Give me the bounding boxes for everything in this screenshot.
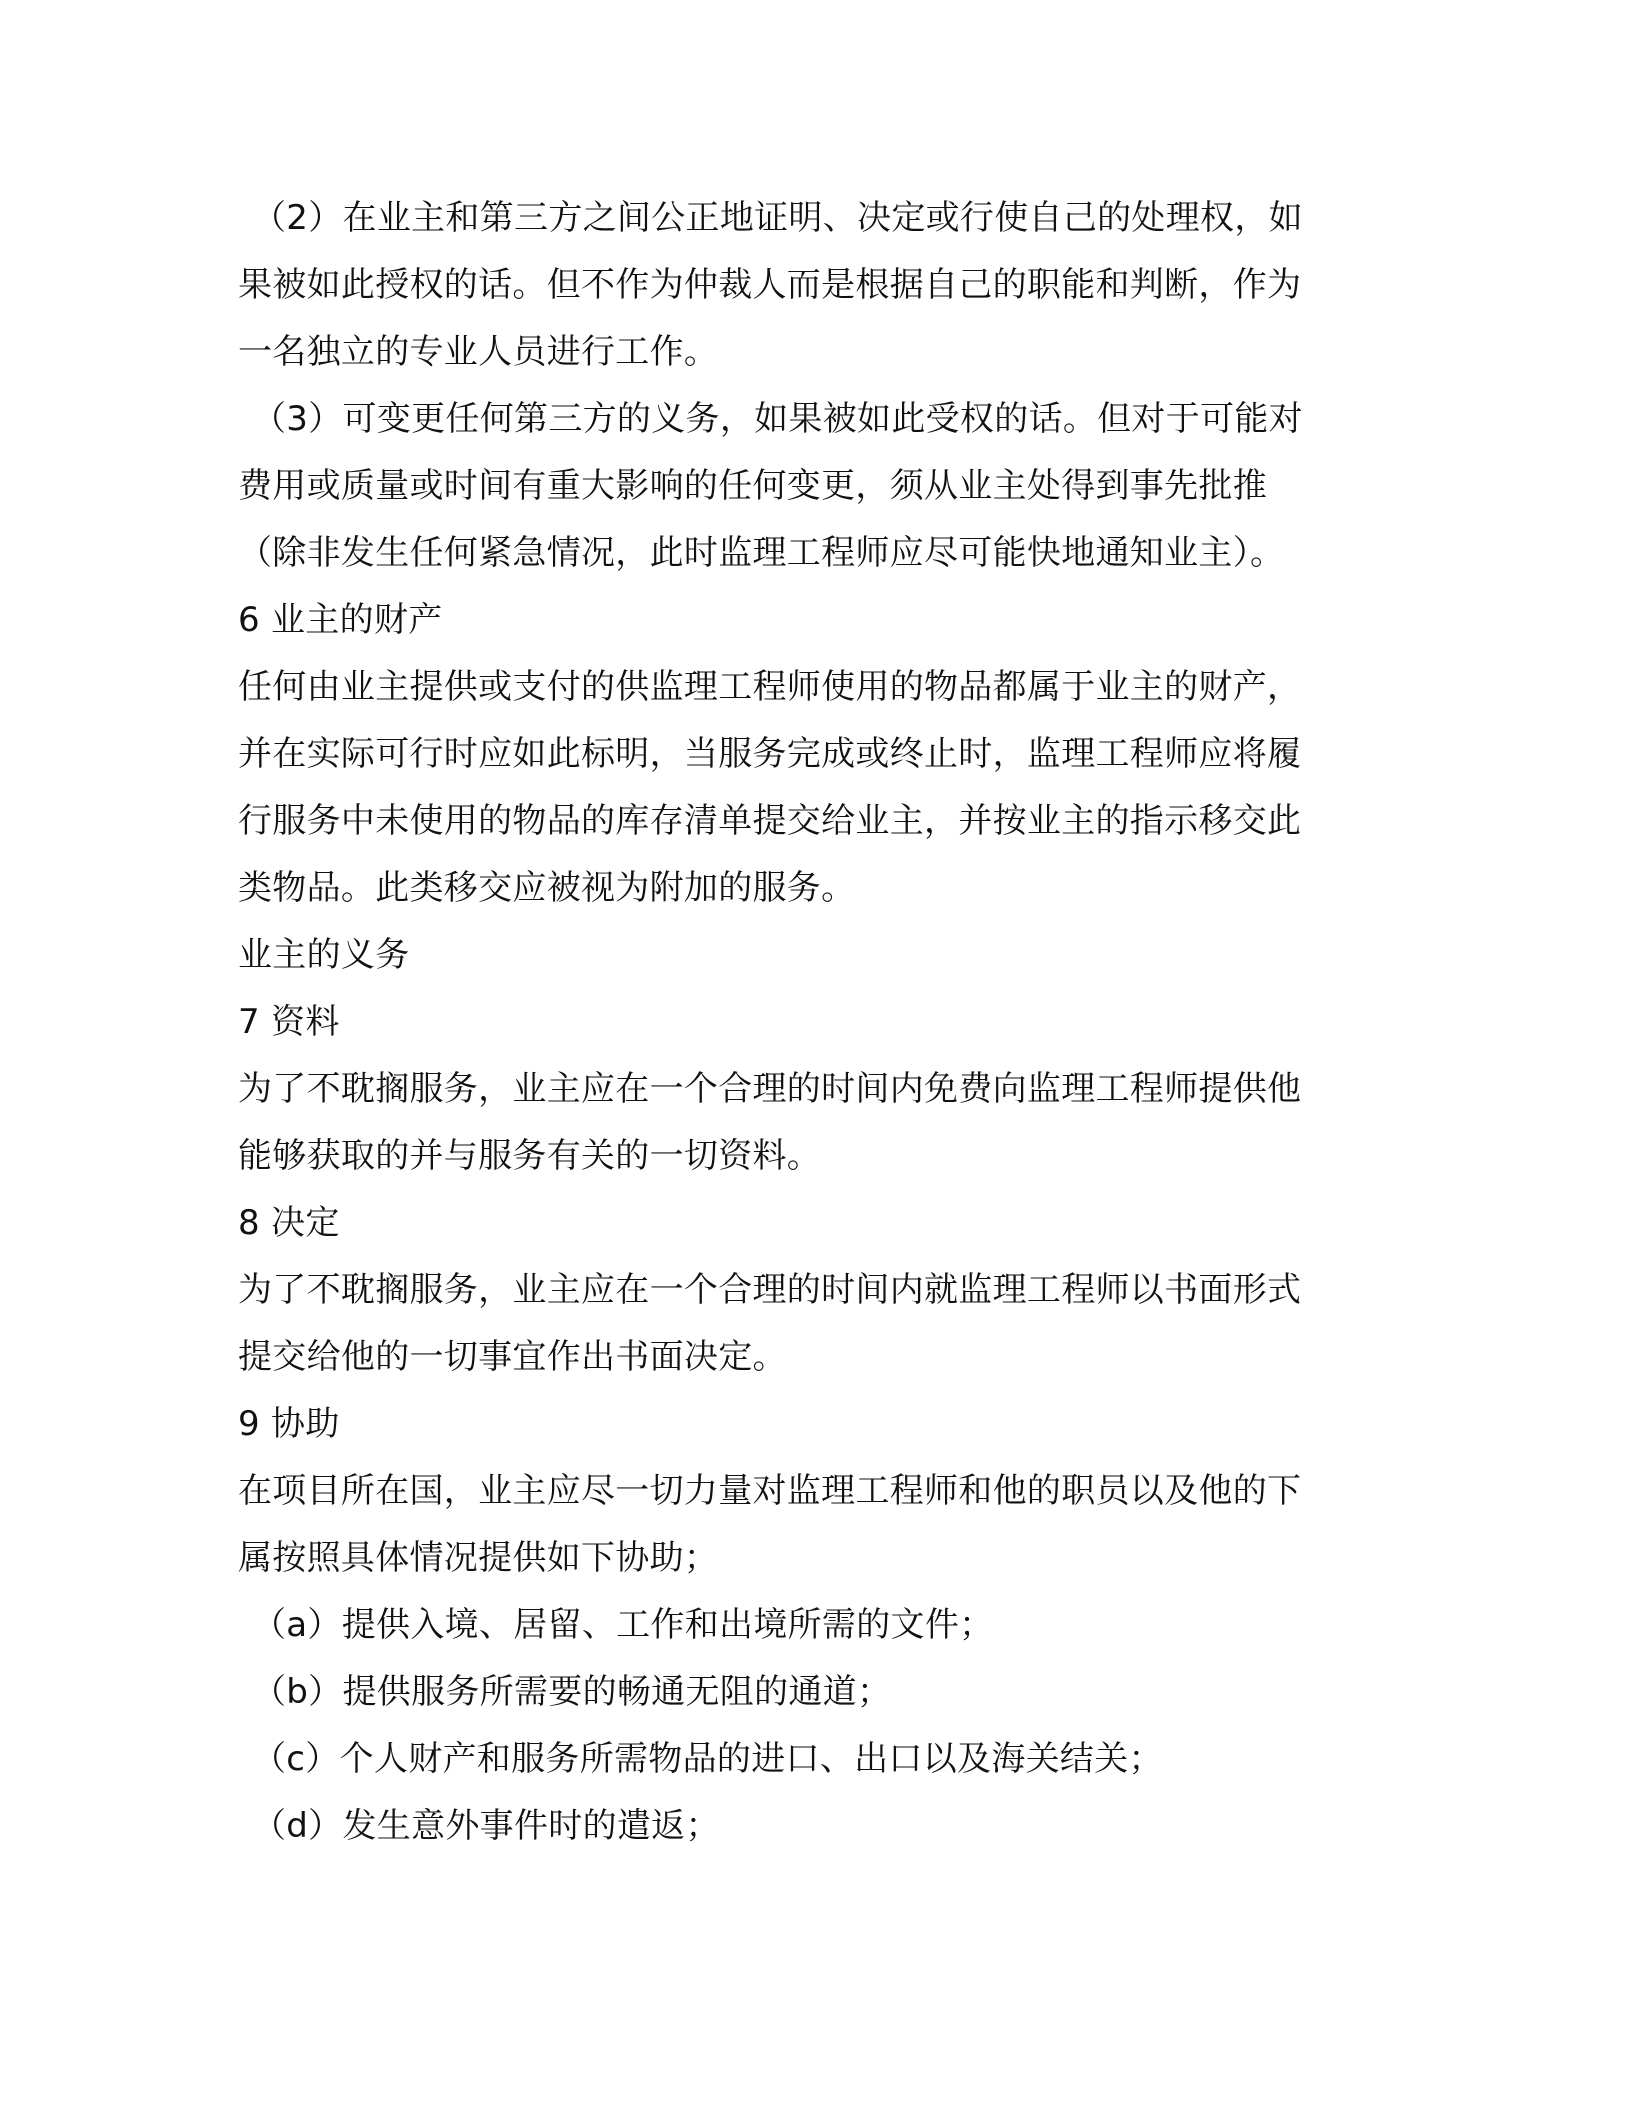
section-6-heading: 6 业主的财产 (238, 600, 443, 640)
section-8-line-2: 提交给他的一切事宜作出书面决定。 (238, 1337, 787, 1377)
clause-2-line-3: 一名独立的专业人员进行工作。 (238, 332, 719, 372)
clause-3-line-1: （3）可变更任何第三方的义务，如果被如此受权的话。但对于可能对 (252, 399, 1303, 439)
clause-3-line-2: 费用或质量或时间有重大影响的任何变更，须从业主处得到事先批推 (238, 466, 1267, 506)
assistance-item-b: （b）提供服务所需要的畅通无阻的通道； (252, 1672, 892, 1712)
section-9-line-1: 在项目所在国，业主应尽一切力量对监理工程师和他的职员以及他的下 (238, 1471, 1302, 1511)
section-6-line-1: 任何由业主提供或支付的供监理工程师使用的物品都属于业主的财产， (238, 667, 1302, 707)
clause-2-line-2: 果被如此授权的话。但不作为仲裁人而是根据自己的职能和判断，作为 (238, 265, 1302, 305)
section-6-line-3: 行服务中未使用的物品的库存清单提交给业主，并按业主的指示移交此 (238, 801, 1302, 841)
section-8-line-1: 为了不耽搁服务，业主应在一个合理的时间内就监理工程师以书面形式 (238, 1270, 1302, 1310)
section-7-line-1: 为了不耽搁服务，业主应在一个合理的时间内免费向监理工程师提供他 (238, 1069, 1302, 1109)
section-8-heading: 8 决定 (238, 1203, 340, 1243)
clause-2-line-1: （2）在业主和第三方之间公正地证明、决定或行使自己的处理权，如 (252, 198, 1303, 238)
assistance-item-d: （d）发生意外事件时的遣返； (252, 1806, 720, 1846)
section-6-line-4: 类物品。此类移交应被视为附加的服务。 (238, 868, 856, 908)
section-9-line-2: 属按照具体情况提供如下协助； (238, 1538, 719, 1578)
document-body (238, 185, 1398, 1860)
section-7-line-2: 能够获取的并与服务有关的一切资料。 (238, 1136, 822, 1176)
section-9-heading: 9 协助 (238, 1404, 340, 1444)
clause-3-line-3: （除非发生任何紧急情况，此时监理工程师应尽可能快地通知业主）。 (238, 533, 1285, 573)
section-7-heading: 7 资料 (238, 1002, 340, 1042)
owner-obligations-heading: 业主的义务 (238, 935, 410, 975)
section-6-line-2: 并在实际可行时应如此标明，当服务完成或终止时，监理工程师应将履 (238, 734, 1302, 774)
assistance-item-a: （a）提供入境、居留、工作和出境所需的文件； (252, 1605, 994, 1645)
assistance-item-c: （c）个人财产和服务所需物品的进口、出口以及海关结关； (252, 1739, 1163, 1779)
